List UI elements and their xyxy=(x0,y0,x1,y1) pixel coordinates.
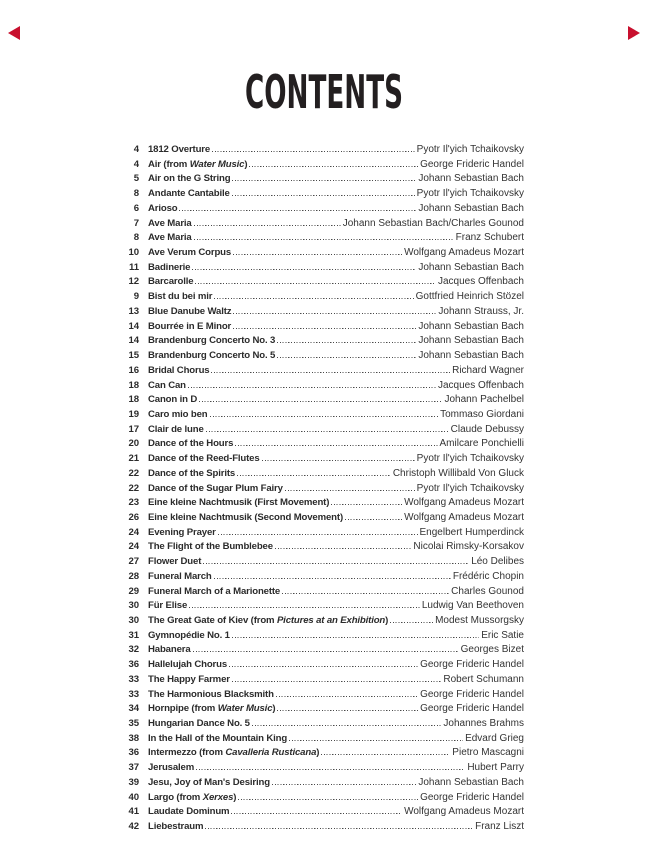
toc-page-number: 5 xyxy=(133,173,139,185)
toc-page-number: 18 xyxy=(128,379,139,391)
toc-composer: Johann Sebastian Bach xyxy=(418,261,524,273)
toc-page-number: 34 xyxy=(128,703,139,715)
toc-entry xyxy=(103,335,524,350)
toc-title: Dance of the Hours xyxy=(148,438,234,450)
toc-page-number: 10 xyxy=(128,247,139,259)
toc-entry xyxy=(103,350,524,365)
dotted-leader xyxy=(214,578,451,579)
dotted-leader xyxy=(188,387,436,388)
toc-title: Funeral March of a Marionette xyxy=(148,585,281,597)
toc-entry xyxy=(103,409,524,424)
toc-page-number: 15 xyxy=(128,350,139,362)
toc-composer: Johann Strauss, Jr. xyxy=(438,305,524,317)
toc-entry xyxy=(103,380,524,395)
toc-entry xyxy=(103,218,524,233)
toc-entry xyxy=(103,718,524,733)
dotted-leader xyxy=(192,269,416,270)
toc-entry xyxy=(103,527,524,542)
toc-page-number: 22 xyxy=(128,482,139,494)
toc-composer: George Frideric Handel xyxy=(420,158,524,170)
dotted-leader xyxy=(232,637,479,638)
dotted-leader xyxy=(249,166,418,167)
toc-title: Eine kleine Nachtmusik (Second Movement) xyxy=(148,511,343,523)
dotted-leader xyxy=(345,519,402,520)
toc-composer: Eric Satie xyxy=(481,629,524,641)
toc-entry xyxy=(103,703,524,718)
toc-page-number: 36 xyxy=(128,747,139,759)
toc-page-number: 29 xyxy=(128,585,139,597)
dotted-leader xyxy=(194,225,341,226)
toc-composer: Wolfgang Amadeus Mozart xyxy=(404,806,524,818)
toc-composer: Jacques Offenbach xyxy=(438,276,524,288)
toc-composer: Pyotr Il'yich Tchaikovsky xyxy=(416,188,524,200)
dotted-leader xyxy=(194,239,454,240)
toc-entry xyxy=(103,144,524,159)
toc-title: The Happy Farmer xyxy=(148,673,230,685)
toc-composer: Johannes Brahms xyxy=(443,718,524,730)
dotted-leader xyxy=(218,534,418,535)
dotted-leader xyxy=(199,401,442,402)
toc-composer: Pyotr Il'yich Tchaikovsky xyxy=(416,144,524,155)
dotted-leader xyxy=(195,283,436,284)
toc-page-number: 8 xyxy=(133,188,139,200)
dotted-leader xyxy=(196,769,465,770)
toc-page-number: 6 xyxy=(133,202,139,214)
toc-title: Jerusalem xyxy=(148,762,195,774)
toc-page-number: 42 xyxy=(128,821,139,833)
toc-title: Brandenburg Concerto No. 3 xyxy=(148,335,276,347)
toc-page-number: 8 xyxy=(133,232,139,244)
toc-entry xyxy=(103,541,524,556)
toc-entry xyxy=(103,291,524,306)
dotted-leader xyxy=(282,593,449,594)
toc-composer: Christoph Willibald Von Gluck xyxy=(392,467,524,479)
toc-page-number: 33 xyxy=(128,688,139,700)
toc-entry xyxy=(103,777,524,792)
toc-page-number: 11 xyxy=(129,261,139,273)
toc-composer: George Frideric Handel xyxy=(420,688,524,700)
dotted-leader xyxy=(262,460,415,461)
toc-entry xyxy=(103,556,524,571)
toc-page-number: 22 xyxy=(128,467,139,479)
toc-composer: Claude Debussy xyxy=(450,423,524,435)
toc-composer: Jacques Offenbach xyxy=(438,379,524,391)
toc-composer: Wolfgang Amadeus Mozart xyxy=(404,497,524,509)
toc-title: Für Elise xyxy=(148,600,188,612)
dotted-leader xyxy=(331,504,402,505)
page-turn-next-icon[interactable] xyxy=(628,26,640,40)
toc-entry xyxy=(103,424,524,439)
toc-entry xyxy=(103,188,524,203)
toc-page-number: 23 xyxy=(128,497,139,509)
toc-page-number: 28 xyxy=(128,570,139,582)
toc-title: Bridal Chorus xyxy=(148,364,210,376)
toc-page-number: 27 xyxy=(128,556,139,568)
toc-title: The Great Gate of Kiev (from Pictures at an Exhibition) xyxy=(148,615,389,626)
toc-page-number: 14 xyxy=(128,335,139,347)
toc-entry xyxy=(103,321,524,336)
toc-title: The Harmonious Blacksmith xyxy=(148,688,274,700)
dotted-leader xyxy=(237,475,391,476)
toc-title: Ave Maria xyxy=(148,217,192,229)
toc-entry xyxy=(103,747,524,762)
toc-composer: Wolfgang Amadeus Mozart xyxy=(404,511,524,523)
toc-entry xyxy=(103,276,524,291)
toc-entry xyxy=(103,659,524,674)
toc-title: Arioso xyxy=(148,202,178,214)
toc-composer: Franz Liszt xyxy=(475,821,524,833)
toc-title: Habanera xyxy=(148,644,191,656)
toc-entry xyxy=(103,173,524,188)
dotted-leader xyxy=(277,357,416,358)
toc-page-number: 24 xyxy=(128,541,139,553)
dotted-leader xyxy=(276,696,418,697)
dotted-leader xyxy=(285,490,415,491)
toc-composer: Richard Wagner xyxy=(452,364,524,376)
dotted-leader xyxy=(275,548,411,549)
dotted-leader xyxy=(211,372,450,373)
toc-title: Laudate Dominum xyxy=(148,806,230,818)
toc-composer: Modest Mussorgsky xyxy=(435,615,524,626)
toc-entry xyxy=(103,159,524,174)
toc-list xyxy=(103,144,524,836)
dotted-leader xyxy=(232,195,415,196)
toc-composer: George Frideric Handel xyxy=(420,703,524,715)
toc-composer: George Frideric Handel xyxy=(420,659,524,671)
dotted-leader xyxy=(203,563,469,564)
toc-entry xyxy=(103,483,524,498)
toc-page-number: 32 xyxy=(128,644,139,656)
toc-title: Intermezzo (from Cavalleria Rusticana) xyxy=(148,747,320,759)
toc-composer: Georges Bizet xyxy=(460,644,524,656)
toc-composer: Engelbert Humperdinck xyxy=(419,526,524,538)
toc-title: Ave Verum Corpus xyxy=(148,247,232,259)
dotted-leader xyxy=(179,210,416,211)
toc-title: Can Can xyxy=(148,379,186,391)
toc-title: Dance of the Spirits xyxy=(148,467,236,479)
toc-entry xyxy=(103,674,524,689)
toc-entry xyxy=(103,497,524,512)
toc-page-number: 12 xyxy=(128,276,139,288)
dotted-leader xyxy=(232,180,416,181)
toc-page-number: 26 xyxy=(128,511,139,523)
toc-title: Jesu, Joy of Man's Desiring xyxy=(148,776,270,788)
toc-page-number: 21 xyxy=(128,453,139,465)
toc-page-number: 20 xyxy=(128,438,139,450)
toc-composer: Wolfgang Amadeus Mozart xyxy=(404,247,524,259)
toc-entry xyxy=(103,571,524,586)
toc-page-number: 4 xyxy=(133,158,139,170)
toc-title: Largo (from Xerxes) xyxy=(148,791,237,803)
dotted-leader xyxy=(277,342,416,343)
dotted-leader xyxy=(272,784,416,785)
toc-page-number: 37 xyxy=(128,762,139,774)
dotted-leader xyxy=(252,725,442,726)
page-turn-previous-icon[interactable] xyxy=(8,26,20,40)
toc-title: Gymnopédie No. 1 xyxy=(148,629,230,641)
toc-page-number: 35 xyxy=(128,718,139,730)
toc-entry xyxy=(103,762,524,777)
toc-entry xyxy=(103,733,524,748)
toc-title: Caro mio ben xyxy=(148,408,208,420)
toc-composer: Gottfried Heinrich Stözel xyxy=(415,291,524,303)
dotted-leader xyxy=(238,799,418,800)
toc-page-number: 19 xyxy=(128,408,139,420)
toc-entry xyxy=(103,600,524,615)
dotted-leader xyxy=(212,151,415,152)
toc-page-number: 4 xyxy=(133,144,139,155)
toc-composer: Charles Gounod xyxy=(451,585,524,597)
toc-title: Air on the G String xyxy=(148,173,231,185)
toc-composer: Franz Schubert xyxy=(455,232,524,244)
dotted-leader xyxy=(233,313,436,314)
toc-entry xyxy=(103,630,524,645)
dotted-leader xyxy=(277,710,418,711)
toc-composer: Léo Delibes xyxy=(471,556,524,568)
dotted-leader xyxy=(390,622,433,623)
toc-page-number: 33 xyxy=(128,673,139,685)
toc-title: Barcarolle xyxy=(148,276,194,288)
toc-composer: Amilcare Ponchielli xyxy=(439,438,524,450)
toc-composer: Johann Sebastian Bach xyxy=(418,335,524,347)
dotted-leader xyxy=(233,328,416,329)
dotted-leader xyxy=(206,431,449,432)
toc-composer: Ludwig Van Beethoven xyxy=(421,600,524,612)
toc-page-number: 16 xyxy=(128,364,139,376)
toc-entry xyxy=(103,262,524,277)
toc-title: Air (from Water Music) xyxy=(148,158,248,170)
toc-title: The Flight of the Bumblebee xyxy=(148,541,273,553)
toc-title: Blue Danube Waltz xyxy=(148,305,232,317)
toc-entry xyxy=(103,821,524,836)
toc-composer: Johann Sebastian Bach xyxy=(418,202,524,214)
toc-composer: Johann Sebastian Bach/Charles Gounod xyxy=(342,217,524,229)
dotted-leader xyxy=(189,607,420,608)
toc-title: Hungarian Dance No. 5 xyxy=(148,718,250,730)
toc-title: In the Hall of the Mountain King xyxy=(148,732,288,744)
dotted-leader xyxy=(232,681,442,682)
toc-composer: Johann Sebastian Bach xyxy=(418,776,524,788)
toc-entry xyxy=(103,365,524,380)
toc-entry xyxy=(103,247,524,262)
toc-title: Ave Maria xyxy=(148,232,192,244)
dotted-leader xyxy=(210,416,439,417)
dotted-leader xyxy=(235,445,437,446)
dotted-leader xyxy=(205,828,473,829)
dotted-leader xyxy=(231,813,402,814)
toc-title: Bist du bei mir xyxy=(148,291,213,303)
toc-entry xyxy=(103,586,524,601)
toc-page-number: 7 xyxy=(133,217,139,229)
toc-title: Dance of the Sugar Plum Fairy xyxy=(148,482,283,494)
dotted-leader xyxy=(193,651,459,652)
toc-page-number: 24 xyxy=(128,526,139,538)
toc-title: Eine kleine Nachtmusik (First Movement) xyxy=(148,497,330,509)
toc-composer: Nicolai Rimsky-Korsakov xyxy=(413,541,524,553)
toc-entry xyxy=(103,468,524,483)
toc-page-number: 14 xyxy=(128,320,139,332)
toc-entry xyxy=(103,306,524,321)
toc-composer: Frédéric Chopin xyxy=(452,570,524,582)
toc-composer: Johann Sebastian Bach xyxy=(418,320,524,332)
toc-composer: Pietro Mascagni xyxy=(452,747,524,759)
toc-title: Andante Cantabile xyxy=(148,188,230,200)
toc-page-number: 18 xyxy=(128,394,139,406)
toc-entry xyxy=(103,615,524,630)
toc-title: Bourrée in E Minor xyxy=(148,320,232,332)
toc-composer: Tommaso Giordani xyxy=(440,408,524,420)
toc-page-number: 9 xyxy=(133,291,139,303)
dotted-leader xyxy=(229,666,418,667)
toc-title: Badinerie xyxy=(148,261,191,273)
toc-title: Funeral March xyxy=(148,570,212,582)
toc-composer: Hubert Parry xyxy=(467,762,524,774)
toc-title: 1812 Overture xyxy=(148,144,211,155)
dotted-leader xyxy=(289,740,463,741)
dotted-leader xyxy=(214,298,413,299)
toc-title: Liebestraum xyxy=(148,821,204,833)
toc-entry xyxy=(103,512,524,527)
toc-entry xyxy=(103,453,524,468)
toc-composer: Johann Sebastian Bach xyxy=(418,350,524,362)
toc-title: Flower Duet xyxy=(148,556,202,568)
toc-entry xyxy=(103,806,524,821)
toc-entry xyxy=(103,792,524,807)
toc-entry xyxy=(103,438,524,453)
toc-title: Canon in D xyxy=(148,394,198,406)
page-title: CONTENTS xyxy=(245,65,403,119)
toc-page-number: 39 xyxy=(128,776,139,788)
toc-title: Clair de lune xyxy=(148,423,204,435)
toc-composer: Johann Pachelbel xyxy=(444,394,524,406)
toc-composer: Edvard Grieg xyxy=(465,732,524,744)
dotted-leader xyxy=(321,754,450,755)
toc-composer: Robert Schumann xyxy=(443,673,524,685)
toc-entry xyxy=(103,394,524,409)
toc-entry xyxy=(103,689,524,704)
toc-page-number: 13 xyxy=(128,305,139,317)
toc-composer: Pyotr Il'yich Tchaikovsky xyxy=(416,453,524,465)
toc-title: Hornpipe (from Water Music) xyxy=(148,703,276,715)
toc-title: Evening Prayer xyxy=(148,526,216,538)
toc-composer: George Frideric Handel xyxy=(420,791,524,803)
toc-title: Dance of the Reed-Flutes xyxy=(148,453,260,465)
toc-entry xyxy=(103,232,524,247)
toc-page-number: 30 xyxy=(128,615,139,626)
toc-page-number: 31 xyxy=(128,629,139,641)
toc-page-number: 41 xyxy=(128,806,139,818)
toc-page-number: 38 xyxy=(128,732,139,744)
toc-title: Hallelujah Chorus xyxy=(148,659,228,671)
toc-page-number: 36 xyxy=(128,659,139,671)
toc-composer: Pyotr Il'yich Tchaikovsky xyxy=(416,482,524,494)
toc-entry xyxy=(103,644,524,659)
toc-page-number: 17 xyxy=(128,423,139,435)
toc-title: Brandenburg Concerto No. 5 xyxy=(148,350,276,362)
toc-page-number: 30 xyxy=(128,600,139,612)
dotted-leader xyxy=(233,254,402,255)
toc-composer: Johann Sebastian Bach xyxy=(418,173,524,185)
toc-page-number: 40 xyxy=(128,791,139,803)
toc-entry xyxy=(103,203,524,218)
